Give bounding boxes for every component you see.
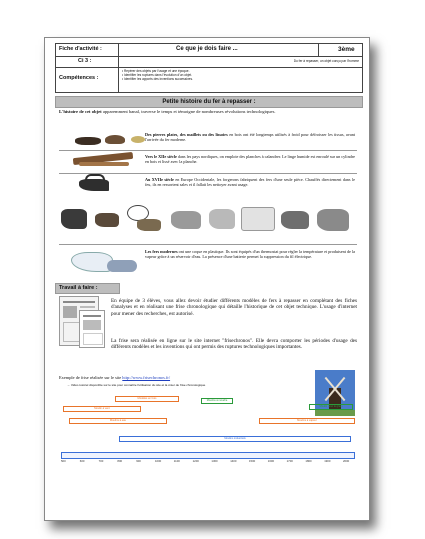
document-page [44, 37, 370, 521]
divider [59, 173, 357, 174]
axis-tick-label: 1000 [155, 459, 162, 463]
header-table [55, 43, 363, 93]
work-section-title: Travail à faire : [55, 283, 120, 294]
timeline-bar: Modèles en bois [115, 396, 179, 402]
timeline-example [59, 390, 357, 486]
timeline-bar: Moulin pour le grain [309, 404, 353, 410]
work-paragraph-2: La frise sera réalisée en ligne sur le site internet "frisechronos". Elle devra comporter les périodes d'usage des différents modèles et les inventions qui ont permis des ruptures technologiques importantes. [111, 338, 357, 351]
vintage-iron-image [281, 211, 309, 229]
axis-tick-label: 2000 [343, 459, 350, 463]
gas-iron-image [137, 219, 161, 231]
row-bold: Des pierres plates, des maillets ou des lissoirs [145, 132, 228, 137]
electric-iron-image [171, 211, 201, 229]
axis-tick-label: 800 [117, 459, 123, 463]
frisechronos-link[interactable]: http://www.frisechronos.fr/ [122, 375, 171, 380]
axis-tick-label: 1100 [173, 459, 180, 463]
history-row-3 [145, 177, 355, 187]
divider [59, 150, 357, 151]
example-label: Exemple de frise réalisée sur le site [59, 375, 122, 380]
history-row-4 [145, 249, 355, 259]
skill-item: • Identifier les ruptures dans l'évolution d'un objet. [122, 73, 193, 77]
modern-iron-image [71, 252, 113, 272]
wooden-maillet-image [105, 135, 125, 144]
iron-handle-image [85, 174, 105, 181]
axis-tick-label: 600 [79, 459, 85, 463]
history-section-title: Petite histoire du fer à repasser : [55, 96, 363, 108]
row-bold: Au XVIIe siècle [145, 177, 174, 182]
timeline-bar: Moulins à vapeur [259, 418, 355, 424]
axis-tick-label: 1500 [249, 459, 256, 463]
axis-tick-label: 500 [61, 459, 66, 463]
skill-item: • Repérer des objets par l'usage et une époque. [122, 69, 190, 73]
axis-tick-label: 1600 [267, 459, 275, 463]
glass-lissoir-image [131, 136, 145, 143]
timeline-bar: Moulin à vent [63, 406, 141, 412]
axis-tick-label: 1700 [286, 459, 293, 463]
stone-lissoir-image [75, 137, 101, 145]
tutorial-note: → Vidéo tutoriel disponible sur le site pour connaître l'utilisation du site et la créer de frise chronologique [67, 383, 206, 387]
work-paragraph-1: En équipe de 3 élèves, vous allez devoir étudier différents modèles de fers à repasser en complétant des fiches d'analyses et en réalisant une frise chronologique qui détaille l'historique de cet objet technique. L'usage d'internet pour mener des recherches, est autorisé. [111, 298, 357, 317]
row-text: en Europe Occidentale, les forgerons fabriquent des fers d'une seule pièce. Chauffés directement dans le feu, ils en ressortent sales et il fallait les nettoyer avant usage. [145, 177, 355, 188]
history-row-1 [145, 132, 355, 142]
ci-label: Ci 3 : [78, 58, 92, 64]
level-label: 3ème [338, 46, 355, 53]
row-text: ont une coque en plastique. Ils sont équipés d'un thermostat pour régler la température et produisent de la vapeur grâce à un réservoir d'eau. La présence d'une batterie permet la suppression du fil électrique. [145, 249, 355, 260]
steam-station-image [107, 260, 137, 272]
timeline-axis [61, 452, 355, 459]
history-intro [59, 109, 357, 115]
axis-tick-label: 700 [98, 459, 104, 463]
row-bold: Vers le XIIe siècle [145, 154, 177, 159]
analysis-sheet-thumbnail [79, 310, 105, 348]
chrome-iron-image [209, 209, 235, 229]
history-row-2 [145, 154, 355, 164]
row-text: dans les pays nordiques, on emploie des planches à calandrer. Le linge humide est enroulé sur un cylindre en bois et lissé avec la planche. [145, 154, 356, 165]
divider [59, 244, 357, 245]
iron-set-image [241, 207, 275, 231]
axis-tick-label: 1200 [192, 459, 199, 463]
charcoal-iron-image [61, 209, 87, 229]
timeline-bar: Moulins à eau [69, 418, 167, 424]
axis-tick-label: 1300 [211, 459, 218, 463]
activity-label: Fiche d'activité : [59, 46, 102, 52]
iron-gallery [59, 201, 357, 239]
row-text: en bois ont été longtemps utilisés à froid pour défroisser les tissus, avant l'arrivée du fer moderne. [145, 132, 355, 143]
calandre-roller-image [79, 162, 129, 166]
history-intro-text: apparemment banal, traverse le temps et témoigne de nombreuses révolutions technologiques. [102, 109, 276, 114]
steam-iron-image [317, 209, 349, 231]
timeline-axis-ticks [61, 459, 353, 465]
ci-text: Du fer à repasser, un objet conçu par l'homme [293, 59, 359, 63]
axis-tick-label: 900 [136, 459, 141, 463]
activity-title: Ce que je dois faire ... [176, 46, 238, 52]
timeline-bar: Moulins industriels [119, 436, 351, 442]
axis-tick-label: 1900 [324, 459, 331, 463]
history-intro-bold: L'histoire de cet objet [59, 109, 102, 114]
row-bold: Les fers modernes [145, 249, 178, 254]
timeline-bar: Moulins à moudre [201, 398, 233, 404]
example-line [59, 375, 170, 380]
axis-tick-label: 1400 [230, 459, 237, 463]
box-iron-image [95, 213, 119, 227]
skill-item: • Identifier les apports des inventions successives. [122, 77, 193, 81]
axis-tick-label: 1800 [305, 459, 312, 463]
skills-label: Compétences : [59, 75, 99, 81]
